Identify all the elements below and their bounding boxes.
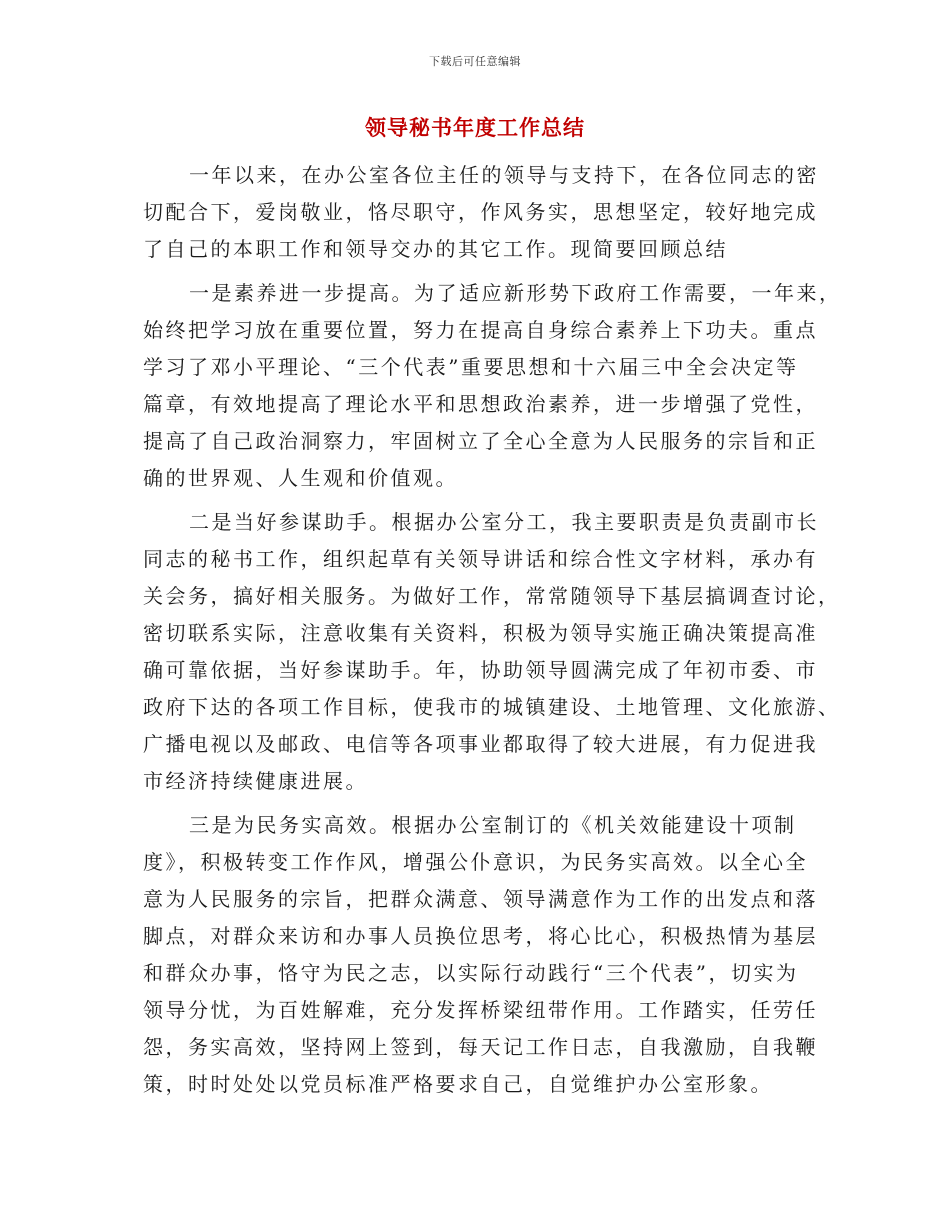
paragraph-line: 提高了自己政治洞察力，牢固树立了全心全意为人民服务的宗旨和正	[143, 429, 818, 453]
paragraph-self-improvement	[143, 275, 842, 497]
paragraph-line: 脚点，对群众来访和办事人员换位思考，将心比心，积极热情为基层	[143, 924, 818, 948]
paragraph-advisor	[143, 504, 841, 800]
document-title: 领导秘书年度工作总结	[365, 116, 585, 140]
paragraph-intro	[143, 157, 819, 268]
paragraph-line: 同志的秘书工作，组织起草有关领导讲话和综合性文字材料，承办有	[143, 547, 818, 571]
paragraph-line: 篇章，有效地提高了理论水平和思想政治素养，进一步增强了党性，	[143, 392, 818, 416]
page-header-note: 下载后可任意编辑	[429, 55, 521, 68]
paragraph-line: 切配合下，爱岗敬业，恪尽职守，作风务实，思想坚定，较好地完成	[143, 200, 818, 224]
paragraph-line: 领导分忧，为百姓解难，充分发挥桥梁纽带作用。工作踏实，任劳任	[143, 998, 818, 1022]
paragraph-line: 学习了邓小平理论、“三个代表”重要思想和十六届三中全会决定等	[143, 355, 799, 379]
paragraph-line: 意为人民服务的宗旨，把群众满意、领导满意作为工作的出发点和落	[143, 887, 818, 911]
paragraph-line: 关会务，搞好相关服务。为做好工作，常常随领导下基层搞调查讨论，	[143, 584, 841, 608]
paragraph-line: 策，时时处处以党员标准严格要求自己，自觉维护办公室形象。	[143, 1072, 773, 1096]
paragraph-line: 了自己的本职工作和领导交办的其它工作。现简要回顾总结	[143, 237, 728, 261]
paragraph-line: 和群众办事，恪守为民之志，以实际行动践行“三个代表”，切实为	[143, 961, 799, 985]
paragraph-line: 市经济持续健康进展。	[143, 769, 368, 793]
paragraph-line: 二是当好参谋助手。根据办公室分工，我主要职责是负责副市长	[189, 510, 819, 534]
paragraph-line: 怨，务实高效，坚持网上签到，每天记工作日志，自我激励，自我鞭	[143, 1035, 818, 1059]
document-body	[143, 157, 842, 1110]
paragraph-line: 确的世界观、人生观和价值观。	[143, 466, 458, 490]
paragraph-line: 一是素养进一步提高。为了适应新形势下政府工作需要，一年来，	[189, 281, 842, 305]
paragraph-line: 一年以来，在办公室各位主任的领导与支持下，在各位同志的密	[189, 163, 819, 187]
paragraph-line: 始终把学习放在重要位置，努力在提高自身综合素养上下功夫。重点	[143, 318, 818, 342]
paragraph-line: 三是为民务实高效。根据办公室制订的《机关效能建设十项制	[189, 813, 797, 837]
paragraph-efficiency	[143, 807, 818, 1103]
paragraph-line: 度》，积极转变工作作风，增强公仆意识，为民务实高效。以全心全	[143, 850, 808, 874]
paragraph-line: 广播电视以及邮政、电信等各项事业都取得了较大进展，有力促进我	[143, 732, 818, 756]
paragraph-line: 确可靠依据，当好参谋助手。年，协助领导圆满完成了年初市委、市	[143, 658, 818, 682]
paragraph-line: 政府下达的各项工作目标，使我市的城镇建设、土地管理、文化旅游、	[143, 695, 841, 719]
paragraph-line: 密切联系实际，注意收集有关资料，积极为领导实施正确决策提高准	[143, 621, 818, 645]
